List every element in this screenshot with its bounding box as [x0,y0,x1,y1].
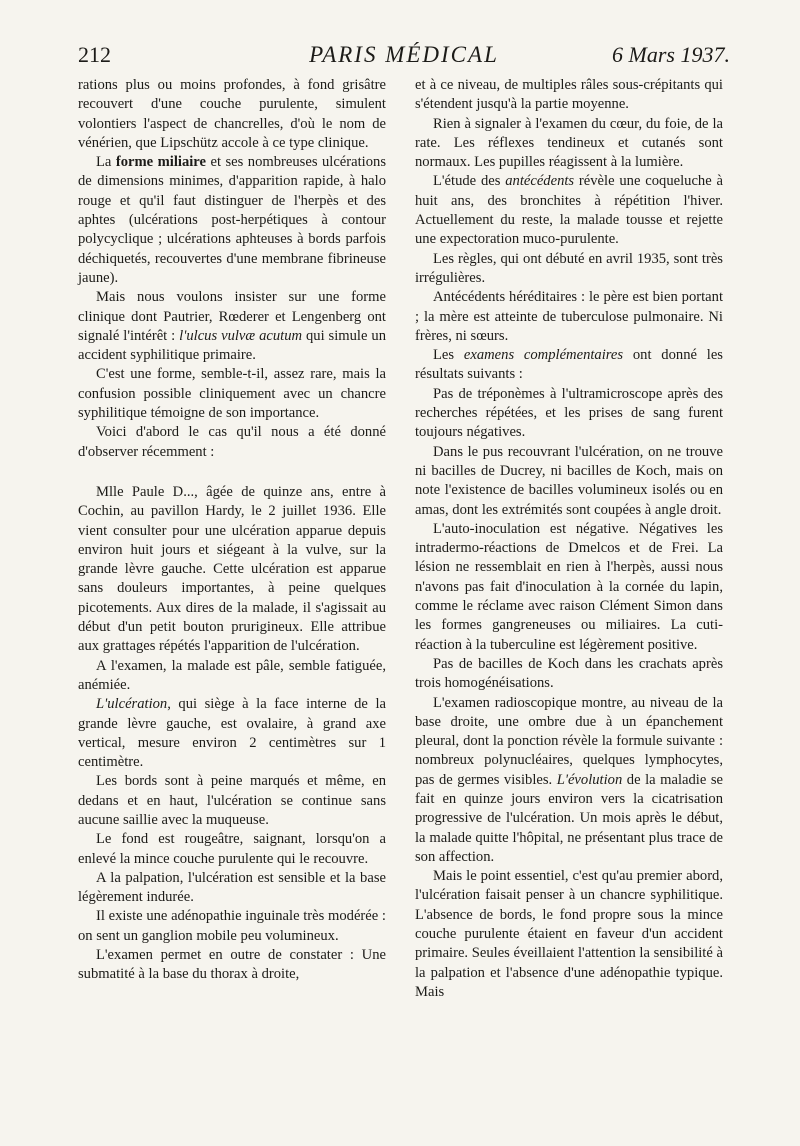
paragraph: Dans le pus recouvrant l'ulcération, on ne trouve ni bacilles de Ducrey, ni bacilles de Koch, mais on note l'existence de bacilles volumineux isolés ou en amas, dont les extrémités sont coupées à angle droit. [415,443,723,518]
paragraph: Il existe une adénopathie inguinale très modérée : on sent un ganglion mobile peu volumineux. [78,908,386,944]
paragraph: A l'examen, la malade est pâle, semble fatiguée, anémiée. [78,657,386,693]
issue-date: 6 Mars 1937. [612,42,730,67]
paragraph: Mais le point essentiel, c'est qu'au premier abord, l'ulcération faisait penser à un chancre syphilitique. L'absence de bords, le fond propre sous la mince couche purulente étaient en faveur d'un accident primaire. Seules éveillaient l'attention la sensibilité à la palpation et l'absence d'une adénopathie typique. Mais [415,868,723,1000]
paragraph: rations plus ou moins profondes, à fond grisâtre recouvert d'une couche purulente, simulent volontiers l'aspect de chancrelles, d'où le nom de vénérien, que Lipschütz accole à ce type clinique. [78,77,386,151]
paragraph: L'ulcération, qui siège à la face interne de la grande lèvre gauche, est ovalaire, à grand axe vertical, mesure environ 2 centimètres sur 1 centimètre. [78,696,386,771]
paragraph: Mais nous voulons insister sur une forme clinique dont Pautrier, Rœderer et Lengenberg ont signalé l'intérêt : l'ulcus vulvæ acutum qui simule un accident syphilitique primaire. [78,289,387,364]
paragraph: L'examen permet en outre de constater : Une submatité à la base du thorax à droite, [78,947,386,983]
paragraph: Pas de bacilles de Koch dans les crachats après trois homogénéisations. [415,655,723,692]
paragraph: La forme miliaire et ses nombreuses ulcérations de dimensions minimes, d'apparition rapide, à halo rouge et qu'il faut distinguer de l'herpès et des aphtes (ulcérations post-herpétiques à contour polycyclique ; ulcérations aphteuses à bords parfois déchiquetés, recouvertes d'une membrane fibrineuse jaune). [78,154,386,286]
right-column [415,76,723,1002]
paragraph: C'est une forme, semble-t-il, assez rare, mais la confusion possible cliniquement avec un chancre syphilitique témoigne de son importance. [78,366,386,422]
paragraph: et à ce niveau, de multiples râles sous-crépitants qui s'étendent jusqu'à la partie moyenne. [415,77,723,113]
paragraph: Pas de tréponèmes à l'ultramicroscope après des recherches répétées, et les prises de sang furent toujours négatives. [415,385,723,441]
paragraph: Voici d'abord le cas qu'il nous a été donné d'observer récemment : [78,424,386,460]
left-column [78,76,386,985]
paragraph: Le fond est rougeâtre, saignant, lorsqu'on a enlevé la mince couche purulente qui le recouvre. [78,831,386,867]
paragraph: A la palpation, l'ulcération est sensible et la base légèrement indurée. [78,869,386,906]
paragraph: L'auto-inoculation est négative. Négatives les intradermo-réactions de Dmelcos et de Frei. La lésion ne ressemblait en rien à l'herpès, aussi nous n'avons pas fait d'inoculation à la cornée du lapin, comme le réclame avec raison Clément Simon dans les formes gangreneuses ou miliaires. La cuti-réaction à la tuberculine est légèrement positive. [415,520,723,653]
paragraph: Les examens complémentaires ont donné les résultats suivants : [415,347,723,383]
paragraph: L'examen radioscopique montre, au niveau de la base droite, une ombre due à un épanchement pleural, dont la ponction révèle la formule suivante : nombreux polynucléaires, quelques lymphocytes, pas de germes visibles. L'évolution de la maladie se fait en quinze jours environ vers la cicatrisation progressive de l'ulcération. Un mois après le début, la malade quitte l'hôpital, ne présentant plus trace de son affection. [415,694,723,865]
paragraph: Les règles, qui ont débuté en avril 1935, sont très irrégulières. [415,250,723,286]
paragraph: Rien à signaler à l'examen du cœur, du foie, de la rate. Les réflexes tendineux et cutanés sont normaux. Les pupilles réagissent à la lumière. [415,115,723,171]
journal-title: PARIS MÉDICAL [309,42,499,67]
case-report-paragraph: Mlle Paule D..., âgée de quinze ans, entre à Cochin, au pavillon Hardy, le 2 juillet 1936. Elle vient consulter pour une ulcération apparue depuis environ huit jours et siégeant à la vulve, sur la grande lèvre gauche. Cette ulcération est apparue sans douleurs importantes, à peine quelques picotements. Aux dires de la malade, il s'agissait au début d'un petit bouton prurigineux. Elle attribue aux grattages répétés l'apparition de l'ulcération. [78,483,386,655]
paragraph: Antécédents héréditaires : le père est bien portant ; la mère est atteinte de tuberculose pulmonaire. Ni frères, ni sœurs. [415,289,723,344]
paragraph: Les bords sont à peine marqués et même, en dedans et en haut, l'ulcération se continue sans aucune saillie avec la muqueuse. [78,773,386,828]
page-number: 212 [78,42,111,67]
running-header [78,42,730,72]
paragraph: L'étude des antécédents révèle une coqueluche à huit ans, des bronchites à répétition l'hiver. Actuellement du reste, la malade tousse et rejette une expectoration muco-purulente. [415,173,723,248]
